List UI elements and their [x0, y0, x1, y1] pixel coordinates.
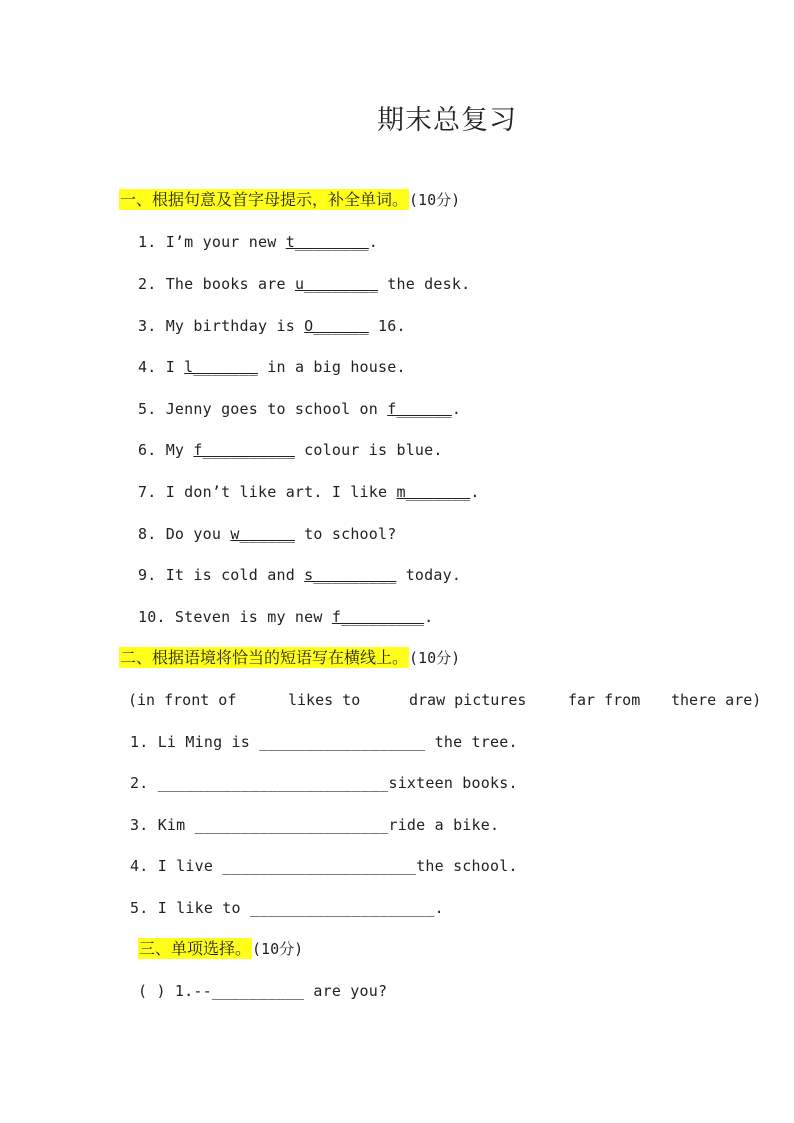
s1-item-7: 7. I don’t like art. I like m_______.	[138, 483, 480, 501]
s2-item-4: 4. I live _____________________the school.	[130, 857, 518, 875]
answer-blank[interactable]: l_______	[184, 358, 259, 376]
section-2-heading	[119, 647, 460, 669]
s2-item-5: 5. I like to ____________________.	[130, 899, 444, 917]
section-1-title: 一、根据句意及首字母提示，补全单词。	[120, 190, 409, 209]
answer-blank[interactable]: u________	[294, 275, 379, 293]
phrase-option: there are)	[671, 691, 762, 709]
answer-blank[interactable]: f______	[387, 400, 452, 418]
section-3-heading	[138, 938, 303, 960]
answer-blank[interactable]: m_______	[396, 483, 471, 501]
s1-item-8: 8. Do you w______ to school?	[138, 525, 397, 543]
section-3-title: 三、单项选择。	[139, 939, 252, 958]
phrase-option: far from	[568, 691, 641, 709]
s1-item-3: 3. My birthday is O______ 16.	[138, 317, 406, 335]
section-3-points: (10分)	[252, 940, 304, 958]
s1-item-1: 1. I’m your new t________.	[138, 233, 379, 251]
answer-blank[interactable]: f_________	[331, 608, 425, 626]
section-1-points: (10分)	[409, 191, 461, 209]
answer-blank[interactable]: s_________	[304, 566, 397, 584]
section-2-title: 二、根据语境将恰当的短语写在横线上。	[120, 648, 409, 667]
s2-item-2: 2. _________________________sixteen books.	[130, 774, 518, 792]
s1-item-2: 2. The books are u________ the desk.	[138, 275, 471, 293]
s3-item-1: ( ) 1.--__________ are you?	[138, 982, 388, 1000]
s2-item-3: 3. Kim _____________________ride a bike.	[130, 816, 500, 834]
answer-blank[interactable]: O______	[304, 317, 369, 335]
s1-item-10: 10. Steven is my new f_________.	[138, 608, 434, 626]
s1-item-9: 9. It is cold and s_________ today.	[138, 566, 462, 584]
s1-item-6: 6. My f__________ colour is blue.	[138, 441, 443, 459]
answer-blank[interactable]: f__________	[193, 441, 295, 459]
section-2-points: (10分)	[409, 649, 461, 667]
s2-item-1: 1. Li Ming is __________________ the tree.	[130, 733, 518, 751]
answer-blank[interactable]: t________	[285, 233, 369, 251]
page-title: 期末总复习	[377, 105, 517, 136]
section-1-heading	[119, 189, 460, 211]
s1-item-5: 5. Jenny goes to school on f______.	[138, 400, 462, 418]
phrase-option: draw pictures	[409, 691, 527, 709]
phrase-option: (in front of	[128, 691, 237, 709]
s1-item-4: 4. I l_______ in a big house.	[138, 358, 406, 376]
phrase-option: likes to	[288, 691, 361, 709]
answer-blank[interactable]: w______	[230, 525, 295, 543]
